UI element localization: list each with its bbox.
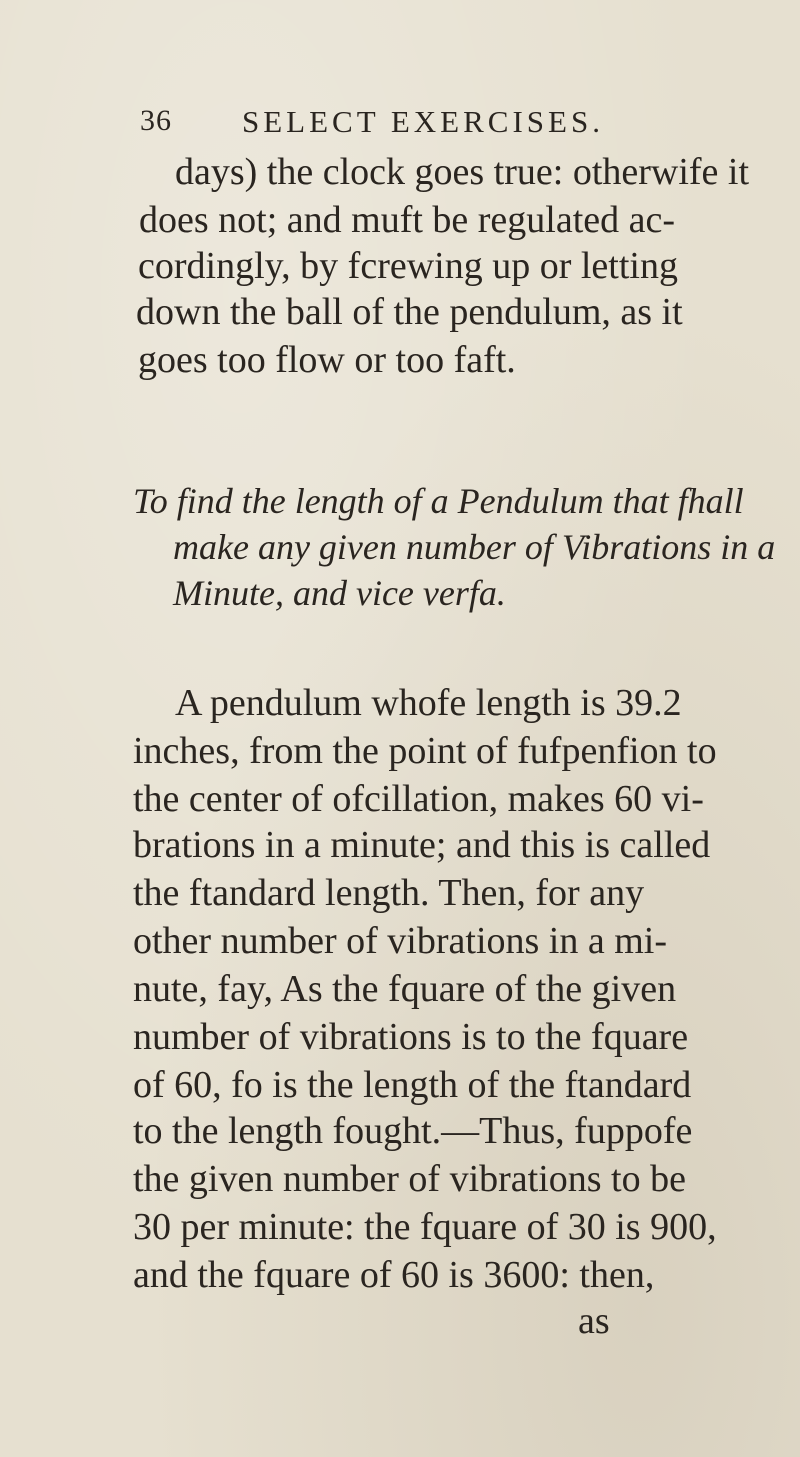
text-line: of 60, fo is the length of the ftandard: [133, 1064, 692, 1106]
heading-line: make any given number of Vibrations in a: [173, 527, 776, 567]
text-line: the given number of vibrations to be: [133, 1158, 686, 1200]
text-line: other number of vibrations in a mi-: [133, 920, 667, 962]
text-line: cordingly, by fcrewing up or letting: [138, 245, 678, 287]
page-header: [140, 104, 660, 144]
text-line: number of vibrations is to the fquare: [133, 1016, 689, 1058]
text-line: 30 per minute: the fquare of 30 is 900,: [133, 1206, 717, 1248]
text-line: A pendulum whofe length is 39.2: [175, 682, 682, 724]
text-line: days) the clock goes true: otherwife it: [175, 151, 750, 193]
text-line: down the ball of the pendulum, as it: [136, 291, 683, 333]
heading-line: To find the length of a Pendulum that fhall: [133, 481, 744, 521]
text-line: and the fquare of 60 is 3600: then,: [133, 1254, 655, 1296]
text-line: the ftandard length. Then, for any: [133, 872, 645, 914]
page-number: 36: [140, 104, 172, 137]
catchword: as: [578, 1300, 610, 1342]
text-line: inches, from the point of fufpenfion to: [133, 730, 717, 772]
text-line: to the length fought.—Thus, fuppofe: [133, 1110, 693, 1152]
text-line: nute, fay, As the fquare of the given: [133, 968, 677, 1010]
heading-line: Minute, and vice verfa.: [173, 573, 506, 613]
text-line: the center of ofcillation, makes 60 vi-: [133, 778, 704, 820]
text-line: goes too flow or too faft.: [138, 339, 516, 381]
running-head: SELECT EXERCISES.: [242, 104, 604, 139]
text-line: does not; and muft be regulated ac-: [139, 199, 676, 241]
text-line: brations in a minute; and this is called: [133, 824, 711, 866]
